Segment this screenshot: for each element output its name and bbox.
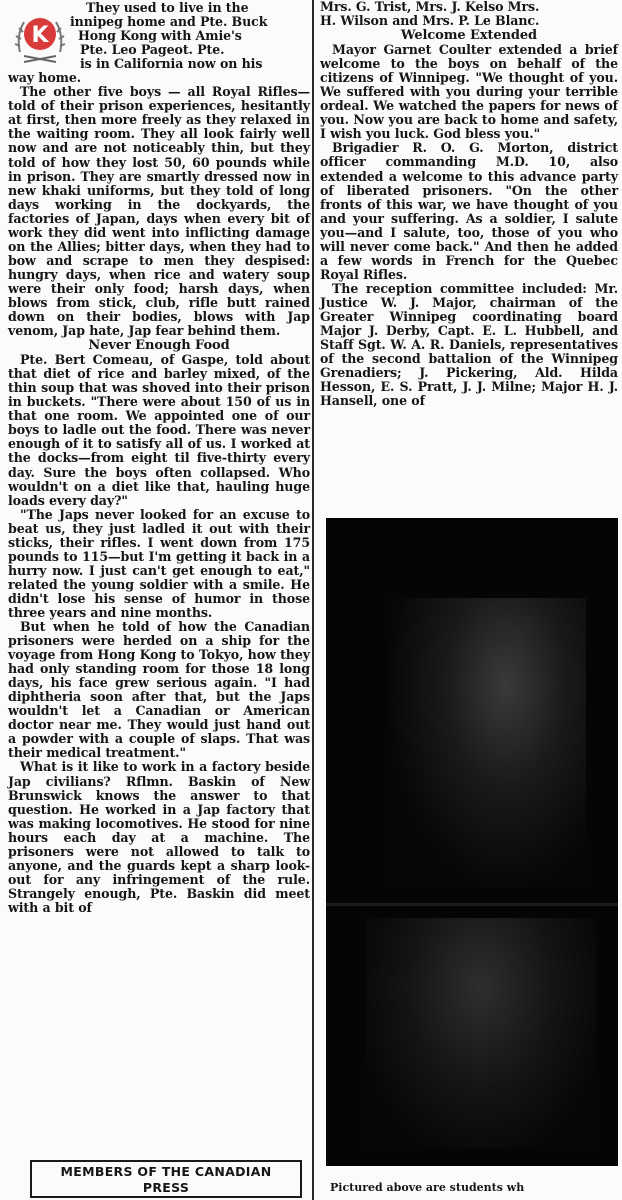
subhead-never-enough-food: Never Enough Food <box>88 338 230 354</box>
paragraph: What is it like to work in a factory beside Jap civilians? Rflmn. Baskin of New Brunswick knows the answer to that question. He worked in a Jap factory that was making locomotives. He stood for nine hours each day at a machine. The prisoners were not allowed to talk to anyone, and the guards kept a sharp look-out for any infringement of the rule. Strangely enough, Pte. Baskin did meet with a bit of <box>8 759 310 915</box>
paragraph: But when he told of how the Canadian prisoners were herded on a ship for the voyage from Hong Kong to Tokyo, how they had only standing room for those 18 long days, his face grew serious again. "I had diphtheria soon after that, but the Japs wouldn't let a Canadian or American doctor near me. They would just hand out a powder with a couple of slaps. That was their medical treatment." <box>8 619 310 761</box>
paragraph: The other five boys — all Royal Rifles—told of their prison experiences, hesitantly at first, then more freely as they relaxed in the waiting room. They all look fairly well now and are not noticeably thin, but they told of how they lost 50, 60 pounds while in prison. They are smartly dressed now in new khaki uniforms, but they told of long days working in the dockyards, the factories of Japan, days when every bit of work they did went into inflicting damage on the Allies; bitter days, when they had to bow and scrape to men they despised: hungry days, when rice and watery soup were their only food; harsh days, when blows from stick, club, rifle butt rained down on their bodies, blows with Jap venom, Jap hate, Jap fear behind them. <box>8 84 310 339</box>
paragraph: Mayor Garnet Coulter extended a brief welcome to the boys on behalf of the citizens of Winnipeg. "We thought of you. We suffered with you during your terrible ordeal. We watched the papers for news of you. Now you are back to home and safety, I wish you luck. God bless you." <box>320 42 618 142</box>
top-line-4: Pte. Leo Pageot. Pte. <box>80 42 225 58</box>
top-line-2: innipeg home and Pte. Buck <box>70 14 268 30</box>
paragraph: Pte. Bert Comeau, of Gaspe, told about that diet of rice and barley mixed, of the thin soup that was shoved into their prison in buckets. "There were about 150 of us in that one room. We appointed one of our boys to ladle out the food. There was never enough of it to satisfy all of us. I worked at the docks—from eight til five-thirty every day. Sure the boys often collapsed. Who wouldn't on a diet like that, hauling huge loads every day?" <box>8 352 310 508</box>
dark-photograph <box>326 518 618 1166</box>
top-line-5: is in California now on his <box>80 56 263 72</box>
left-column-text <box>6 0 312 915</box>
right-column-text <box>318 0 620 408</box>
top-line-3: Hong Kong with Amie's <box>78 28 242 44</box>
press-box-line-2: PRESS <box>142 1180 190 1195</box>
paragraph: "The Japs never looked for an excuse to beat us, they just ladled it out with their sticks, their rifles. I went down from 175 pounds to 115—but I'm getting it back in a hurry now. I just can't get enough to eat," related the young soldier with a smile. He didn't lose his sense of humor in those three years and nine months. <box>8 506 310 620</box>
paragraph: Brigadier R. O. G. Morton, district officer commanding M.D. 10, also extended a welcome to this advance party of liberated prisoners. "On the other fronts of this war, we have thought of you and your suffering. As a soldier, I salute you—and I salute, too, those of you who will never come back." And then he added a few words in French for the Quebec Royal Rifles. <box>320 140 618 282</box>
photo-figure-upper <box>386 598 586 888</box>
logo-letter: K <box>31 23 49 48</box>
left-column <box>6 0 312 1200</box>
press-box-line-1: MEMBERS OF THE CANADIAN <box>60 1164 272 1179</box>
column-rule <box>312 0 314 1200</box>
subhead-welcome-extended: Welcome Extended <box>400 28 538 44</box>
photo-divider <box>326 903 618 906</box>
top-line-6: way home. <box>8 70 82 86</box>
top-line-1: They used to live in the <box>86 0 249 15</box>
right-top-line-1: Mrs. G. Trist, Mrs. J. Kelso Mrs. <box>320 0 540 14</box>
right-top-line-2: H. Wilson and Mrs. P. Le Blanc. <box>320 13 540 29</box>
paragraph: The reception committee included: Mr. Justice W. J. Major, chairman of the Greater Winnipeg coordinating board Major J. Derby, Capt. E. L. Hubbell, and Staff Sgt. W. A. R. Daniels, representatives of the second battalion of the Winnipeg Grenadiers; J. Pickering, Ald. Hilda Hesson, E. S. Pratt, J. J. Milne; Major H. J. Hansell, one of <box>320 280 618 409</box>
photo-figure-lower <box>366 918 596 1148</box>
photo-caption: Pictured above are students wh <box>330 1181 525 1194</box>
press-membership-box <box>30 1160 302 1198</box>
k-logo-icon <box>10 6 70 66</box>
